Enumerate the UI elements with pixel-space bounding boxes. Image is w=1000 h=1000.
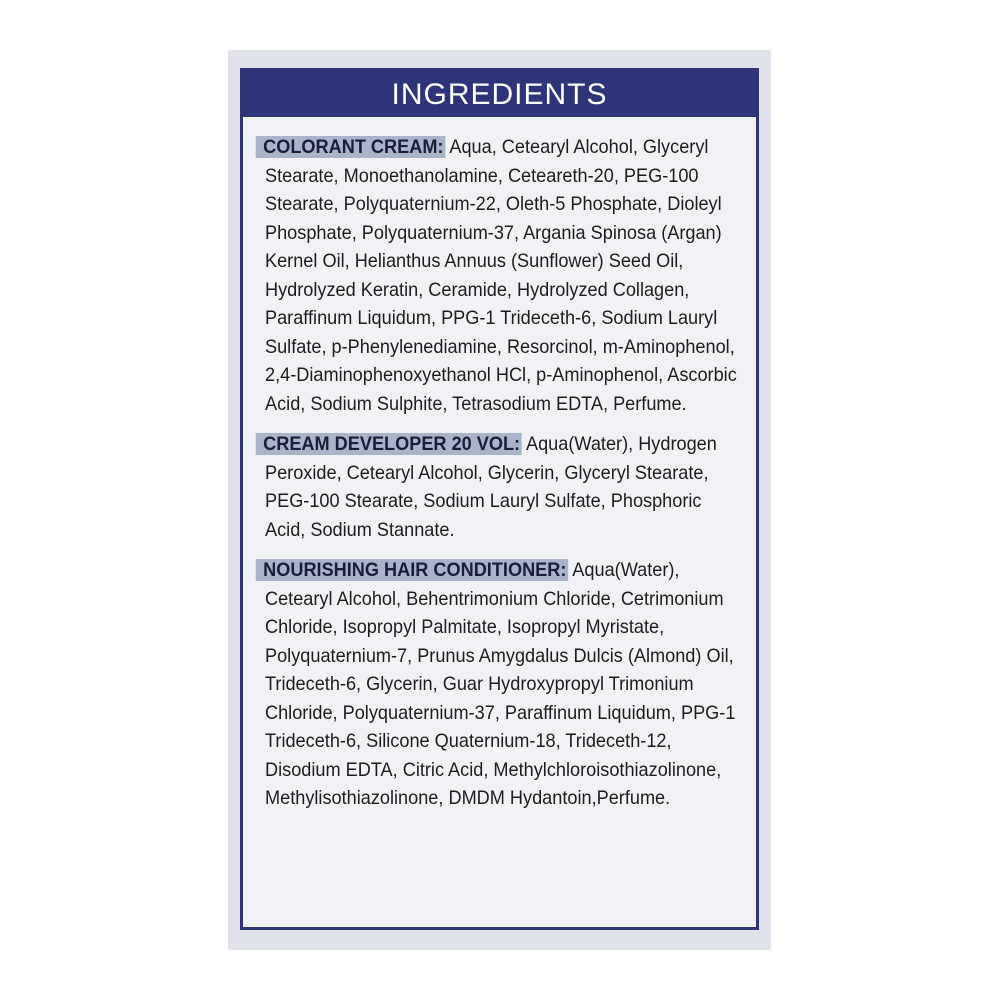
ingredients-title: INGREDIENTS xyxy=(243,71,756,117)
section-text: Aqua, Cetearyl Alcohol, Glyceryl Stearate, Monoethanolamine, Ceteareth-20, PEG-100 Stearate, Polyquaternium-22, Oleth-5 Phosphate, Dioleyl Phosphate, Polyquaternium-37, Argania Spinosa (Argan) Kernel Oil, Helianthus Annuus (Sunflower) Seed Oil, Hydrolyzed Keratin, Ceramide, Hydrolyzed Collagen, Paraffinum Liquidum, PPG-1 Trideceth-6, Sodium Lauryl Sulfate, p-Phenylenediamine, Resorcinol, m-Aminophenol, 2,4-Diaminophenoxyethanol HCl, p-Aminophenol, Ascorbic Acid, Sodium Sulphite, Tetrasodium EDTA, Perfume. xyxy=(265,136,737,415)
ingredients-panel xyxy=(240,68,759,930)
section-label: NOURISHING HAIR CONDITIONER: xyxy=(256,559,569,581)
section-text: Aqua(Water), Hydrogen Peroxide, Cetearyl Alcohol, Glycerin, Glyceryl Stearate, PEG-100 Stearate, Sodium Lauryl Sulfate, Phosphoric Acid, Sodium Stannate. xyxy=(265,433,717,541)
section-hair-conditioner xyxy=(265,556,743,813)
ingredients-card xyxy=(228,50,771,950)
ingredients-content xyxy=(265,133,743,825)
section-label: COLORANT CREAM: xyxy=(256,136,446,158)
section-label: CREAM DEVELOPER 20 VOL: xyxy=(256,433,522,455)
section-cream-developer xyxy=(265,430,743,544)
section-text: Aqua(Water), Cetearyl Alcohol, Behentrimonium Chloride, Cetrimonium Chloride, Isopropyl Palmitate, Isopropyl Myristate, Polyquaternium-7, Prunus Amygdalus Dulcis (Almond) Oil, Trideceth-6, Glycerin, Guar Hydroxypropyl Trimonium Chloride, Polyquaternium-37, Paraffinum Liquidum, PPG-1 Trideceth-6, Silicone Quaternium-18, Trideceth-12, Disodium EDTA, Citric Acid, Methylchloroisothiazolinone, Methylisothiazolinone, DMDM Hydantoin,Perfume. xyxy=(265,559,736,809)
section-colorant-cream xyxy=(265,133,743,418)
